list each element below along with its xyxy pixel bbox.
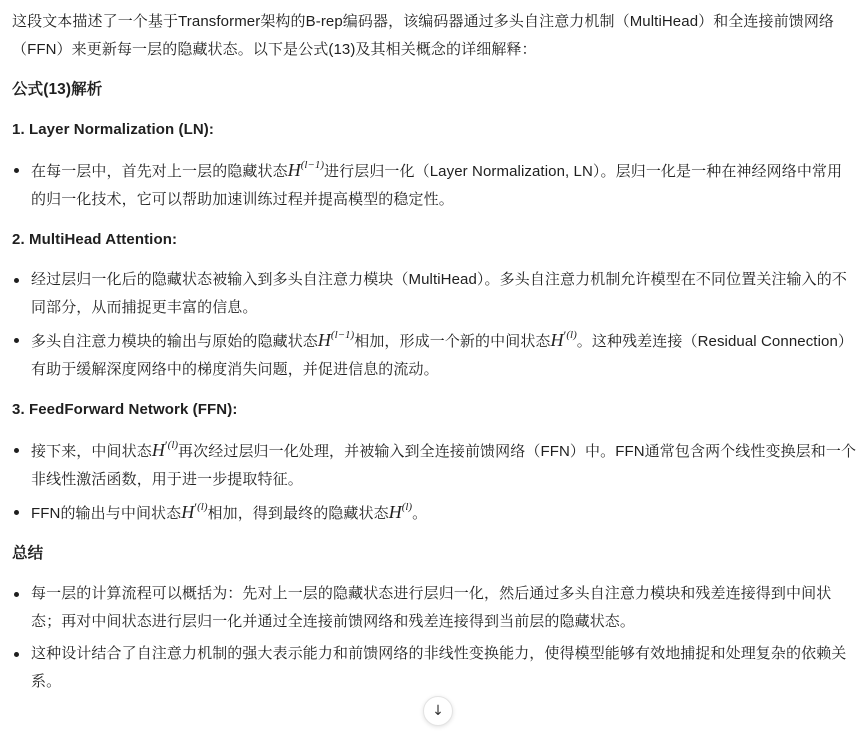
item-text: FFN的输出与中间状态 — [31, 505, 182, 522]
hidden-state-prev-formula: $H^{(l-1)}$ — [317, 329, 355, 350]
scroll-to-bottom-button[interactable] — [423, 696, 453, 726]
list-item — [12, 156, 857, 214]
step-1-list — [12, 156, 857, 214]
intermediate-state-formula: $H^{'(l)}$ — [181, 500, 208, 522]
list-item — [12, 266, 857, 322]
step-1-heading: 1. Layer Normalization (LN): — [12, 121, 214, 138]
arrow-down-icon: ↓ — [432, 703, 444, 719]
item-text: 相加，得到最终的隐藏状态 — [207, 505, 389, 522]
step-3-list — [12, 436, 857, 528]
hidden-state-prev-formula: $H^{(l-1)}$ — [287, 159, 325, 180]
chat-response — [12, 8, 857, 708]
list-item — [12, 436, 857, 494]
item-text: 每一层的计算流程可以概括为：先对上一层的隐藏状态进行层归一化，然后通过多头自注意力模块和残差连接得到中间状态；再对中间状态进行层归一化并通过全连接前馈网络和残差连接得到当前层的隐藏状态。 — [31, 585, 832, 630]
item-text: 这种设计结合了自注意力机制的强大表示能力和前馈网络的非线性变换能力，使得模型能够有效地捕捉和处理复杂的依赖关系。 — [31, 645, 847, 690]
item-text: 相加，形成一个新的中间状态 — [354, 333, 551, 350]
item-text: 多头自注意力模块的输出与原始的隐藏状态 — [31, 333, 318, 350]
summary-heading: 总结 — [12, 545, 44, 562]
list-item — [12, 640, 857, 696]
item-text: 经过层归一化后的隐藏状态被输入到多头自注意力模块（MultiHead）。多头自注意力机制允许模型在不同位置关注输入的不同部分，从而捕捉更丰富的信息。 — [31, 271, 847, 316]
list-item — [12, 498, 857, 528]
list-item — [12, 326, 857, 384]
step-2-heading: 2. MultiHead Attention: — [12, 231, 178, 248]
hidden-state-formula: $H^{(l)}$ — [388, 501, 413, 522]
summary-list — [12, 580, 857, 696]
intermediate-state-formula: $H^{'(l)}$ — [151, 438, 179, 460]
item-text: 进行层归一化（Layer Normalization, LN）。层归一化是一种在神经网络中常用的归一化技术，它可以帮助加速训练过程并提高模型的稳定性。 — [31, 163, 843, 208]
item-text: 。这种残差连接（Residual Connection）有助于缓解深度网络中的梯度消失问题，并促进信息的流动。 — [31, 333, 853, 378]
step-3-heading: 3. FeedForward Network (FFN): — [12, 401, 238, 418]
intro-paragraph: 这段文本描述了一个基于Transformer架构的B-rep编码器，该编码器通过多头自注意力机制（MultiHead）和全连接前馈网络（FFN）来更新每一层的隐藏状态。以下是公式(13)及其相关概念的详细解释： — [12, 13, 835, 58]
item-text: 在每一层中，首先对上一层的隐藏状态 — [31, 163, 288, 180]
step-2-list — [12, 266, 857, 384]
item-text: 。 — [412, 505, 428, 522]
intermediate-state-formula: $H^{'(l)}$ — [550, 328, 577, 350]
item-text: 接下来，中间状态 — [31, 443, 152, 460]
list-item — [12, 580, 857, 636]
item-text: 再次经过层归一化处理，并被输入到全连接前馈网络（FFN）中。FFN通常包含两个线性变换层和一个非线性激活函数，用于进一步提取特征。 — [31, 443, 857, 488]
section-heading: 公式(13)解析 — [12, 81, 103, 98]
